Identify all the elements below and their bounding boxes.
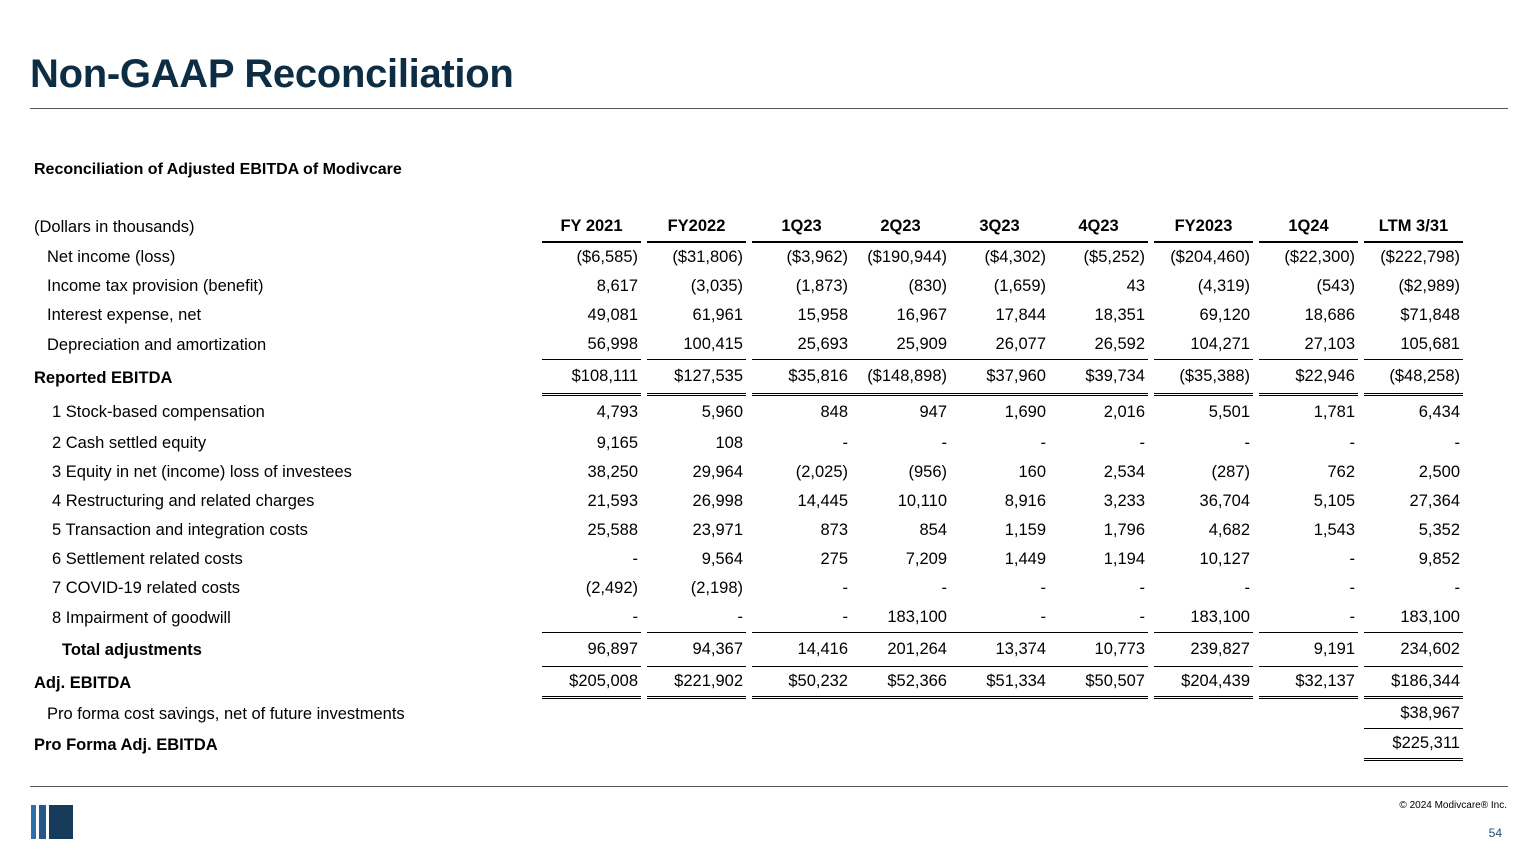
column-header: 4Q23 bbox=[1049, 212, 1148, 243]
table-cell: 2,534 bbox=[1103, 463, 1145, 481]
table-cell: - bbox=[632, 550, 638, 568]
table-cell: $52,366 bbox=[851, 667, 950, 699]
table-row bbox=[30, 301, 1463, 330]
table-row bbox=[30, 574, 1463, 603]
table-cell: 18,351 bbox=[1094, 306, 1145, 324]
table-cell: $204,439 bbox=[1154, 667, 1253, 699]
table-cell: 183,100 bbox=[851, 603, 950, 633]
table-cell: 9,191 bbox=[1259, 633, 1358, 667]
table-cell: 3,233 bbox=[1103, 492, 1145, 510]
table-cell: ($3,962) bbox=[786, 248, 848, 266]
table-cell: ($5,252) bbox=[1083, 248, 1145, 266]
table-cell bbox=[1154, 699, 1253, 729]
modivcare-logo bbox=[31, 805, 73, 839]
table-cell: 854 bbox=[919, 521, 947, 539]
table-cell: 1,690 bbox=[1004, 403, 1046, 421]
table-cell: $127,535 bbox=[647, 360, 746, 396]
table-cell: 1,194 bbox=[1103, 550, 1145, 568]
table-cell: 27,103 bbox=[1259, 330, 1358, 360]
column-header: 1Q24 bbox=[1259, 212, 1358, 243]
row-label: Adj. EBITDA bbox=[34, 673, 132, 692]
table-cell: 14,445 bbox=[797, 492, 848, 510]
table-cell: 61,961 bbox=[692, 306, 743, 324]
table-cell bbox=[647, 729, 746, 761]
table-cell: 6,434 bbox=[1418, 403, 1460, 421]
table-row bbox=[30, 633, 1463, 667]
table-cell: 4,682 bbox=[1208, 521, 1250, 539]
table-cell: 5,501 bbox=[1208, 403, 1250, 421]
table-header-row bbox=[30, 212, 1463, 243]
table-cell: $205,008 bbox=[542, 667, 641, 699]
table-cell: 9,165 bbox=[596, 434, 638, 452]
table-cell: 49,081 bbox=[587, 306, 638, 324]
table-cell: 4,793 bbox=[596, 403, 638, 421]
table-cell: $108,111 bbox=[542, 360, 641, 396]
table-cell bbox=[950, 699, 1049, 729]
row-label: Pro forma cost savings, net of future investments bbox=[47, 704, 405, 723]
table-cell: ($190,944) bbox=[867, 248, 947, 266]
table-cell bbox=[1049, 699, 1148, 729]
table-cell bbox=[752, 699, 851, 729]
row-label: 5 Transaction and integration costs bbox=[52, 521, 308, 539]
table-cell: (830) bbox=[908, 277, 947, 295]
column-header: FY 2021 bbox=[542, 212, 641, 243]
table-cell: - bbox=[1259, 603, 1358, 633]
table-row bbox=[30, 330, 1463, 360]
table-cell: 10,110 bbox=[897, 492, 947, 510]
unit-label: (Dollars in thousands) bbox=[34, 218, 195, 236]
table-cell: (1,873) bbox=[795, 277, 848, 295]
table-subtitle: Reconciliation of Adjusted EBITDA of Modivcare bbox=[34, 161, 402, 178]
row-label: 4 Restructuring and related charges bbox=[52, 492, 315, 510]
table-cell: - bbox=[1040, 579, 1046, 597]
table-cell: $71,848 bbox=[1400, 306, 1460, 324]
table-cell: 201,264 bbox=[851, 633, 950, 667]
table-cell: 9,852 bbox=[1418, 550, 1460, 568]
table-cell: 14,416 bbox=[752, 633, 851, 667]
table-cell: 234,602 bbox=[1364, 633, 1463, 667]
reconciliation-table bbox=[30, 212, 1463, 761]
table-cell: 10,127 bbox=[1199, 550, 1250, 568]
table-row bbox=[30, 429, 1463, 458]
column-header: 1Q23 bbox=[752, 212, 851, 243]
table-cell: $38,967 bbox=[1364, 699, 1463, 729]
table-cell: (543) bbox=[1316, 277, 1355, 295]
table-cell: 38,250 bbox=[587, 463, 638, 481]
table-cell: (3,035) bbox=[690, 277, 743, 295]
table-cell: 104,271 bbox=[1154, 330, 1253, 360]
table-cell bbox=[542, 729, 641, 761]
table-cell bbox=[851, 729, 950, 761]
table-cell: 13,374 bbox=[950, 633, 1049, 667]
table-cell: ($6,585) bbox=[576, 248, 638, 266]
table-cell bbox=[1259, 729, 1358, 761]
table-cell: 100,415 bbox=[647, 330, 746, 360]
table-cell: - bbox=[542, 603, 641, 633]
table-cell: 1,159 bbox=[1004, 521, 1046, 539]
table-row bbox=[30, 603, 1463, 633]
table-cell bbox=[647, 699, 746, 729]
title-divider bbox=[30, 108, 1508, 109]
table-cell: $37,960 bbox=[950, 360, 1049, 396]
row-label: Interest expense, net bbox=[47, 306, 202, 324]
table-row bbox=[30, 487, 1463, 516]
table-cell: - bbox=[752, 603, 851, 633]
table-cell bbox=[1049, 729, 1148, 761]
table-row bbox=[30, 458, 1463, 487]
table-cell: 108 bbox=[715, 434, 743, 452]
table-cell bbox=[950, 729, 1049, 761]
table-row bbox=[30, 243, 1463, 272]
logo-bar-icon bbox=[39, 805, 46, 839]
table-row bbox=[30, 699, 1463, 729]
table-cell: 8,916 bbox=[1004, 492, 1046, 510]
table-cell: $35,816 bbox=[752, 360, 851, 396]
table-cell: $225,311 bbox=[1364, 729, 1463, 761]
table-cell: 17,844 bbox=[995, 306, 1046, 324]
table-cell: 43 bbox=[1126, 277, 1145, 295]
table-cell: - bbox=[842, 434, 848, 452]
table-cell: - bbox=[842, 579, 848, 597]
table-row bbox=[30, 545, 1463, 574]
table-row bbox=[30, 396, 1463, 429]
column-header: FY2022 bbox=[647, 212, 746, 243]
table-cell: ($35,388) bbox=[1154, 360, 1253, 396]
table-cell: - bbox=[1349, 550, 1355, 568]
table-cell: 10,773 bbox=[1049, 633, 1148, 667]
table-cell: 2,016 bbox=[1103, 403, 1145, 421]
table-cell: 26,592 bbox=[1049, 330, 1148, 360]
table-cell bbox=[752, 729, 851, 761]
table-cell: - bbox=[1139, 579, 1145, 597]
table-cell: ($2,989) bbox=[1398, 277, 1460, 295]
table-cell: 23,971 bbox=[692, 521, 743, 539]
table-cell bbox=[1259, 699, 1358, 729]
table-cell: - bbox=[1454, 434, 1460, 452]
table-cell: 94,367 bbox=[647, 633, 746, 667]
table-row bbox=[30, 360, 1463, 396]
table-cell: 160 bbox=[1018, 463, 1046, 481]
table-cell: $50,507 bbox=[1049, 667, 1148, 699]
row-label: Reported EBITDA bbox=[34, 368, 173, 387]
page-title: Non-GAAP Reconciliation bbox=[30, 52, 514, 96]
table-cell: (287) bbox=[1211, 463, 1250, 481]
table-cell: ($31,806) bbox=[672, 248, 743, 266]
table-cell: ($22,300) bbox=[1284, 248, 1355, 266]
row-label: Pro Forma Adj. EBITDA bbox=[34, 735, 218, 754]
table-row bbox=[30, 667, 1463, 699]
table-cell: 762 bbox=[1327, 463, 1355, 481]
row-label: 1 Stock-based compensation bbox=[52, 403, 265, 421]
table-cell: 848 bbox=[820, 403, 848, 421]
table-cell: - bbox=[950, 603, 1049, 633]
table-cell: - bbox=[1244, 579, 1250, 597]
row-label: Net income (loss) bbox=[47, 248, 176, 266]
row-label: 3 Equity in net (income) loss of investees bbox=[52, 463, 352, 481]
table-cell: (2,198) bbox=[690, 579, 743, 597]
table-cell: 26,998 bbox=[692, 492, 743, 510]
column-header: 2Q23 bbox=[851, 212, 950, 243]
table-cell: 69,120 bbox=[1199, 306, 1250, 324]
table-cell: 239,827 bbox=[1154, 633, 1253, 667]
table-cell: 9,564 bbox=[701, 550, 743, 568]
table-cell: 29,964 bbox=[692, 463, 743, 481]
table-cell: $32,137 bbox=[1259, 667, 1358, 699]
table-cell: (4,319) bbox=[1197, 277, 1250, 295]
table-cell: 25,693 bbox=[752, 330, 851, 360]
row-label: 2 Cash settled equity bbox=[52, 434, 207, 452]
table-cell: 8,617 bbox=[596, 277, 638, 295]
table-cell: ($222,798) bbox=[1380, 248, 1460, 266]
row-label: 6 Settlement related costs bbox=[52, 550, 243, 568]
table-cell: $221,902 bbox=[647, 667, 746, 699]
table-cell: 5,352 bbox=[1418, 521, 1460, 539]
table-row bbox=[30, 516, 1463, 545]
column-header: LTM 3/31 bbox=[1364, 212, 1463, 243]
table-cell: (1,659) bbox=[993, 277, 1046, 295]
table-cell: 15,958 bbox=[797, 306, 848, 324]
table-cell: - bbox=[1244, 434, 1250, 452]
table-cell: $50,232 bbox=[752, 667, 851, 699]
table-cell: - bbox=[1049, 603, 1148, 633]
table-cell: - bbox=[1349, 579, 1355, 597]
footer-divider bbox=[30, 786, 1508, 787]
table-cell: 1,796 bbox=[1103, 521, 1145, 539]
table-cell: 26,077 bbox=[950, 330, 1049, 360]
table-cell: $51,334 bbox=[950, 667, 1049, 699]
table-cell: $186,344 bbox=[1364, 667, 1463, 699]
table-cell: 27,364 bbox=[1409, 492, 1460, 510]
table-cell: - bbox=[647, 603, 746, 633]
table-cell: ($48,258) bbox=[1364, 360, 1463, 396]
table-cell: 5,960 bbox=[701, 403, 743, 421]
table-row bbox=[30, 729, 1463, 761]
table-cell: 105,681 bbox=[1364, 330, 1463, 360]
table-cell: (2,492) bbox=[585, 579, 638, 597]
table-cell: (956) bbox=[908, 463, 947, 481]
table-cell: - bbox=[941, 434, 947, 452]
table-cell: 5,105 bbox=[1313, 492, 1355, 510]
table-cell: 2,500 bbox=[1418, 463, 1460, 481]
table-cell: - bbox=[1040, 434, 1046, 452]
table-cell: - bbox=[1139, 434, 1145, 452]
copyright-text: © 2024 Modivcare® Inc. bbox=[1399, 800, 1507, 811]
table-cell: ($204,460) bbox=[1170, 248, 1250, 266]
table-cell: 1,543 bbox=[1313, 521, 1355, 539]
page-number: 54 bbox=[1488, 826, 1502, 840]
table-cell: 96,897 bbox=[542, 633, 641, 667]
table-cell bbox=[1154, 729, 1253, 761]
table-cell: 947 bbox=[919, 403, 947, 421]
table-cell: 1,449 bbox=[1004, 550, 1046, 568]
logo-bar-icon bbox=[49, 805, 73, 839]
table-cell: 56,998 bbox=[542, 330, 641, 360]
table-cell: 25,909 bbox=[851, 330, 950, 360]
table-cell: 16,967 bbox=[896, 306, 947, 324]
table-cell: 873 bbox=[820, 521, 848, 539]
table-cell: 183,100 bbox=[1154, 603, 1253, 633]
row-label: 7 COVID-19 related costs bbox=[52, 579, 240, 597]
table-cell bbox=[851, 699, 950, 729]
row-label: 8 Impairment of goodwill bbox=[52, 608, 231, 627]
column-header: FY2023 bbox=[1154, 212, 1253, 243]
table-cell: 275 bbox=[820, 550, 848, 568]
table-cell: $22,946 bbox=[1259, 360, 1358, 396]
table-cell: ($4,302) bbox=[984, 248, 1046, 266]
table-cell: 36,704 bbox=[1199, 492, 1250, 510]
table-cell bbox=[542, 699, 641, 729]
table-cell: 25,588 bbox=[587, 521, 638, 539]
column-header: 3Q23 bbox=[950, 212, 1049, 243]
table-cell: - bbox=[1454, 579, 1460, 597]
logo-bar-icon bbox=[31, 805, 36, 839]
table-cell: 7,209 bbox=[905, 550, 947, 568]
row-label: Income tax provision (benefit) bbox=[47, 277, 264, 295]
row-label: Depreciation and amortization bbox=[47, 335, 267, 354]
table-cell: - bbox=[1349, 434, 1355, 452]
table-cell: (2,025) bbox=[795, 463, 848, 481]
table-cell: 1,781 bbox=[1313, 403, 1355, 421]
table-cell: - bbox=[941, 579, 947, 597]
table-cell: $39,734 bbox=[1049, 360, 1148, 396]
table-cell: ($148,898) bbox=[851, 360, 950, 396]
table-cell: 183,100 bbox=[1364, 603, 1463, 633]
table-row bbox=[30, 272, 1463, 301]
table-cell: 21,593 bbox=[587, 492, 638, 510]
row-label: Total adjustments bbox=[62, 640, 202, 659]
table-cell: 18,686 bbox=[1304, 306, 1355, 324]
